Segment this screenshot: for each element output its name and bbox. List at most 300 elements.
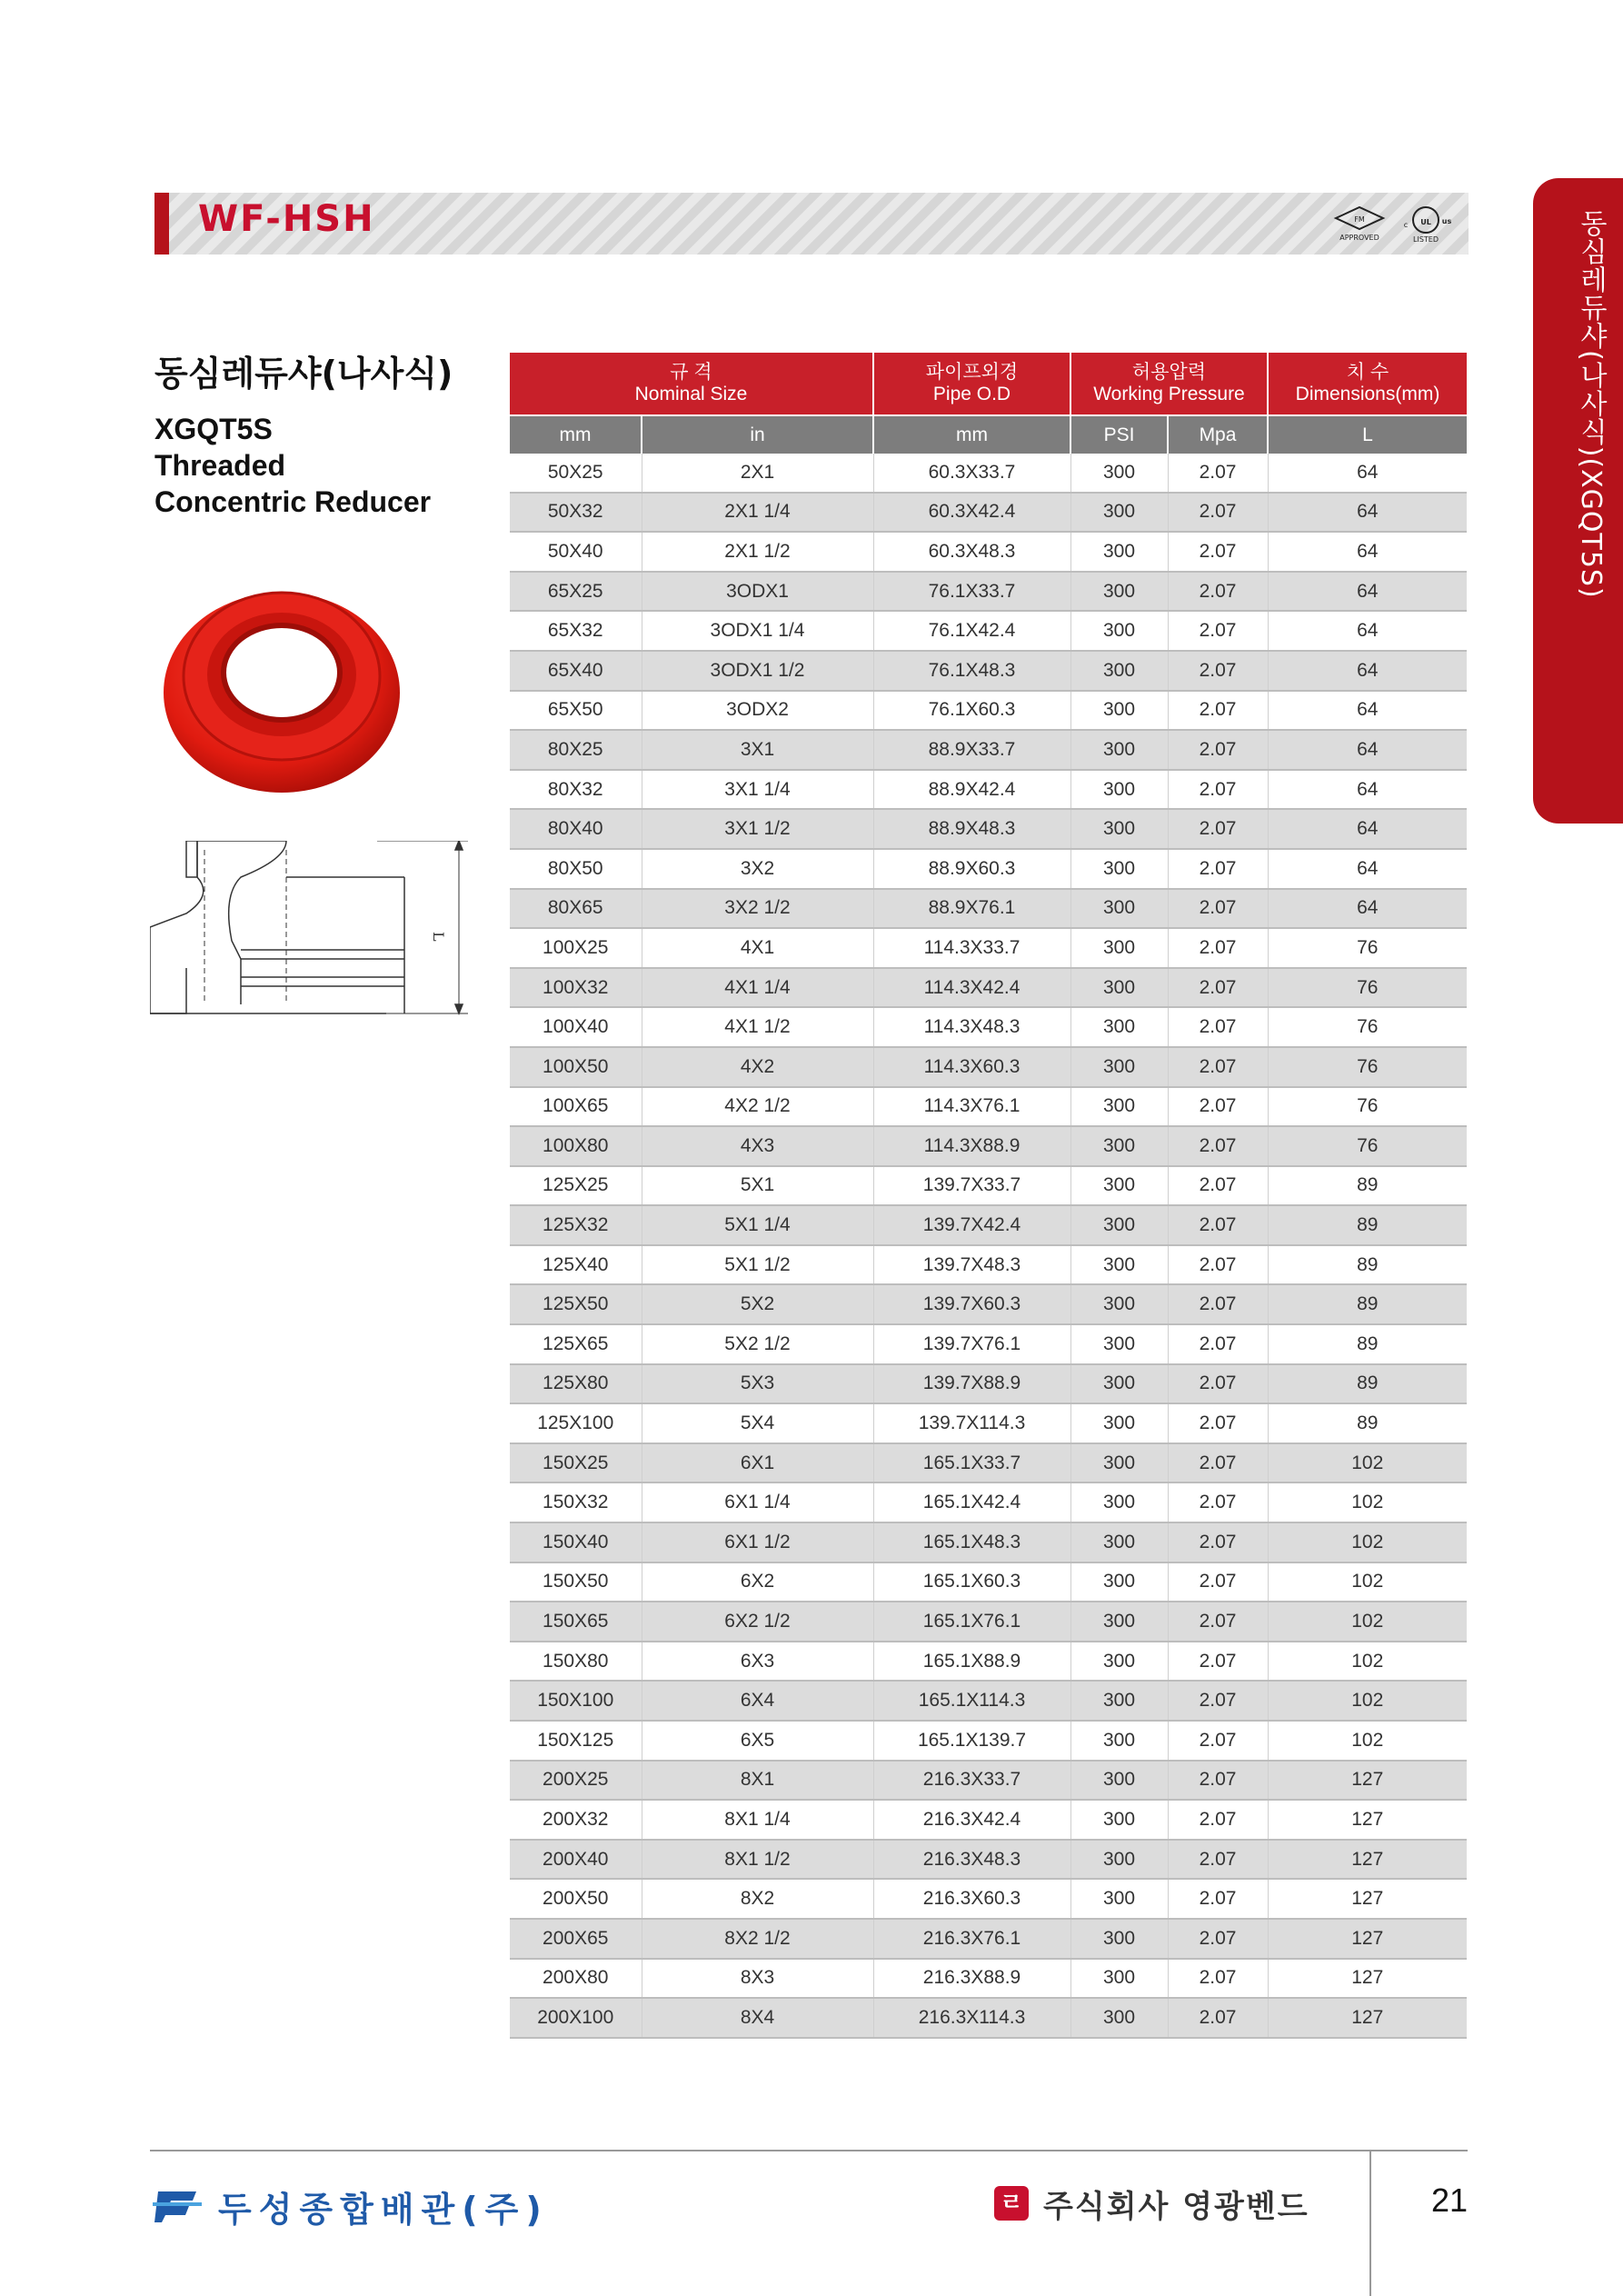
sub-header-od-mm: mm bbox=[873, 415, 1070, 454]
cell-length: 64 bbox=[1268, 809, 1467, 849]
cell-size-mm: 200X32 bbox=[510, 1800, 642, 1840]
table-row bbox=[510, 928, 1467, 968]
cell-pipe-od: 60.3X42.4 bbox=[873, 493, 1070, 533]
table-row bbox=[510, 1721, 1467, 1761]
cell-size-in: 6X1 1/2 bbox=[642, 1522, 873, 1562]
cell-pipe-od: 139.7X76.1 bbox=[873, 1324, 1070, 1364]
cell-psi: 300 bbox=[1070, 1205, 1168, 1245]
cell-size-in: 6X2 bbox=[642, 1562, 873, 1602]
cell-mpa: 2.07 bbox=[1168, 493, 1268, 533]
cell-length: 64 bbox=[1268, 889, 1467, 929]
ul-listed-icon bbox=[1396, 204, 1456, 244]
table-row bbox=[510, 1443, 1467, 1483]
cell-size-in: 3ODX1 1/4 bbox=[642, 611, 873, 651]
cell-mpa: 2.07 bbox=[1168, 1205, 1268, 1245]
footer-vertical-divider bbox=[1369, 2150, 1371, 2296]
cell-mpa: 2.07 bbox=[1168, 928, 1268, 968]
cell-pipe-od: 76.1X33.7 bbox=[873, 572, 1070, 612]
cell-psi: 300 bbox=[1070, 1166, 1168, 1206]
cell-psi: 300 bbox=[1070, 809, 1168, 849]
cell-mpa: 2.07 bbox=[1168, 1364, 1268, 1404]
cell-psi: 300 bbox=[1070, 611, 1168, 651]
group-header-row bbox=[510, 353, 1467, 415]
cell-size-in: 6X3 bbox=[642, 1642, 873, 1682]
cell-size-mm: 150X40 bbox=[510, 1522, 642, 1562]
cell-psi: 300 bbox=[1070, 770, 1168, 810]
cell-mpa: 2.07 bbox=[1168, 651, 1268, 691]
cell-pipe-od: 165.1X139.7 bbox=[873, 1721, 1070, 1761]
cell-mpa: 2.07 bbox=[1168, 1007, 1268, 1047]
cell-size-in: 6X2 1/2 bbox=[642, 1602, 873, 1642]
cell-length: 64 bbox=[1268, 572, 1467, 612]
cell-mpa: 2.07 bbox=[1168, 1919, 1268, 1959]
cell-length: 102 bbox=[1268, 1562, 1467, 1602]
cell-size-in: 3ODX1 bbox=[642, 572, 873, 612]
cell-pipe-od: 114.3X88.9 bbox=[873, 1126, 1070, 1166]
cell-size-in: 3ODX2 bbox=[642, 691, 873, 731]
cell-length: 76 bbox=[1268, 968, 1467, 1008]
cell-mpa: 2.07 bbox=[1168, 730, 1268, 770]
cell-length: 127 bbox=[1268, 1959, 1467, 1999]
cell-size-mm: 125X100 bbox=[510, 1403, 642, 1443]
cell-size-mm: 50X40 bbox=[510, 532, 642, 572]
cell-size-mm: 150X32 bbox=[510, 1482, 642, 1522]
cell-length: 89 bbox=[1268, 1364, 1467, 1404]
cell-pipe-od: 216.3X76.1 bbox=[873, 1919, 1070, 1959]
cell-pipe-od: 60.3X33.7 bbox=[873, 454, 1070, 493]
spec-table bbox=[510, 353, 1467, 2039]
cell-size-in: 5X2 bbox=[642, 1284, 873, 1324]
dimension-label: L bbox=[430, 932, 447, 942]
cell-size-mm: 80X25 bbox=[510, 730, 642, 770]
cell-size-in: 4X1 bbox=[642, 928, 873, 968]
svg-text:FM: FM bbox=[1354, 215, 1365, 224]
table-row bbox=[510, 1087, 1467, 1127]
cell-size-in: 8X4 bbox=[642, 1998, 873, 2038]
cell-pipe-od: 139.7X48.3 bbox=[873, 1245, 1070, 1285]
cell-size-mm: 150X125 bbox=[510, 1721, 642, 1761]
cell-size-mm: 50X25 bbox=[510, 454, 642, 493]
footer-left-company: 두성종합배관(주) bbox=[218, 2190, 549, 2230]
cell-psi: 300 bbox=[1070, 1959, 1168, 1999]
cell-mpa: 2.07 bbox=[1168, 1047, 1268, 1087]
cell-pipe-od: 114.3X33.7 bbox=[873, 928, 1070, 968]
cell-size-in: 3X2 1/2 bbox=[642, 889, 873, 929]
table-row bbox=[510, 1205, 1467, 1245]
table-row bbox=[510, 1761, 1467, 1801]
sub-header-length: L bbox=[1268, 415, 1467, 454]
cell-mpa: 2.07 bbox=[1168, 968, 1268, 1008]
table-row bbox=[510, 770, 1467, 810]
cell-length: 89 bbox=[1268, 1205, 1467, 1245]
cell-size-mm: 150X50 bbox=[510, 1562, 642, 1602]
sub-header-psi: PSI bbox=[1070, 415, 1168, 454]
cell-psi: 300 bbox=[1070, 1007, 1168, 1047]
cell-psi: 300 bbox=[1070, 1403, 1168, 1443]
cell-size-in: 6X4 bbox=[642, 1681, 873, 1721]
cell-pipe-od: 114.3X60.3 bbox=[873, 1047, 1070, 1087]
table-row bbox=[510, 1959, 1467, 1999]
cell-psi: 300 bbox=[1070, 493, 1168, 533]
cell-mpa: 2.07 bbox=[1168, 1998, 1268, 2038]
cell-length: 64 bbox=[1268, 454, 1467, 493]
svg-text:UL: UL bbox=[1420, 218, 1431, 226]
cell-size-mm: 150X80 bbox=[510, 1642, 642, 1682]
cell-mpa: 2.07 bbox=[1168, 1602, 1268, 1642]
table-row bbox=[510, 454, 1467, 493]
cell-psi: 300 bbox=[1070, 651, 1168, 691]
cell-length: 102 bbox=[1268, 1721, 1467, 1761]
cell-length: 102 bbox=[1268, 1482, 1467, 1522]
cell-size-in: 3X1 1/2 bbox=[642, 809, 873, 849]
cell-psi: 300 bbox=[1070, 1998, 1168, 2038]
table-row bbox=[510, 1562, 1467, 1602]
cell-length: 102 bbox=[1268, 1522, 1467, 1562]
cell-psi: 300 bbox=[1070, 1681, 1168, 1721]
cell-length: 76 bbox=[1268, 928, 1467, 968]
group-header-pipe-od: 파이프외경 Pipe O.D bbox=[873, 353, 1070, 415]
cell-size-mm: 125X80 bbox=[510, 1364, 642, 1404]
cell-pipe-od: 216.3X33.7 bbox=[873, 1761, 1070, 1801]
table-row bbox=[510, 532, 1467, 572]
cell-length: 76 bbox=[1268, 1047, 1467, 1087]
cell-pipe-od: 165.1X33.7 bbox=[873, 1443, 1070, 1483]
certification-marks bbox=[1332, 202, 1459, 247]
cell-psi: 300 bbox=[1070, 1562, 1168, 1602]
cell-size-mm: 200X80 bbox=[510, 1959, 642, 1999]
cell-mpa: 2.07 bbox=[1168, 611, 1268, 651]
cell-size-mm: 200X25 bbox=[510, 1761, 642, 1801]
cell-mpa: 2.07 bbox=[1168, 1522, 1268, 1562]
table-row bbox=[510, 691, 1467, 731]
cell-mpa: 2.07 bbox=[1168, 1562, 1268, 1602]
cell-pipe-od: 165.1X88.9 bbox=[873, 1642, 1070, 1682]
younggwang-logo-icon: ㄹ bbox=[994, 2186, 1029, 2221]
cell-length: 76 bbox=[1268, 1007, 1467, 1047]
cell-size-mm: 125X40 bbox=[510, 1245, 642, 1285]
cell-psi: 300 bbox=[1070, 1364, 1168, 1404]
cell-pipe-od: 216.3X114.3 bbox=[873, 1998, 1070, 2038]
product-model: XGQT5S bbox=[154, 413, 273, 445]
table-row bbox=[510, 1879, 1467, 1919]
cell-pipe-od: 165.1X48.3 bbox=[873, 1522, 1070, 1562]
cell-length: 127 bbox=[1268, 1761, 1467, 1801]
cell-size-mm: 100X25 bbox=[510, 928, 642, 968]
table-row bbox=[510, 493, 1467, 533]
cell-size-mm: 65X50 bbox=[510, 691, 642, 731]
cell-length: 102 bbox=[1268, 1642, 1467, 1682]
cell-mpa: 2.07 bbox=[1168, 1840, 1268, 1880]
cell-size-in: 4X3 bbox=[642, 1126, 873, 1166]
group-header-working-pressure: 허용압력 Working Pressure bbox=[1070, 353, 1268, 415]
cell-pipe-od: 139.7X60.3 bbox=[873, 1284, 1070, 1324]
cell-mpa: 2.07 bbox=[1168, 691, 1268, 731]
cell-pipe-od: 216.3X48.3 bbox=[873, 1840, 1070, 1880]
spec-table-body bbox=[510, 454, 1467, 2038]
cell-length: 127 bbox=[1268, 1998, 1467, 2038]
table-row bbox=[510, 1998, 1467, 2038]
cell-size-in: 8X1 1/2 bbox=[642, 1840, 873, 1880]
table-row bbox=[510, 1919, 1467, 1959]
cell-psi: 300 bbox=[1070, 1919, 1168, 1959]
cell-size-in: 6X1 1/4 bbox=[642, 1482, 873, 1522]
cell-mpa: 2.07 bbox=[1168, 1959, 1268, 1999]
cell-size-mm: 150X25 bbox=[510, 1443, 642, 1483]
header-accent-bar bbox=[154, 193, 169, 255]
cell-size-mm: 150X65 bbox=[510, 1602, 642, 1642]
cell-psi: 300 bbox=[1070, 532, 1168, 572]
cell-size-in: 6X1 bbox=[642, 1443, 873, 1483]
table-row bbox=[510, 611, 1467, 651]
cell-size-in: 2X1 1/2 bbox=[642, 532, 873, 572]
cell-size-mm: 100X50 bbox=[510, 1047, 642, 1087]
cell-pipe-od: 88.9X76.1 bbox=[873, 889, 1070, 929]
cell-length: 64 bbox=[1268, 691, 1467, 731]
cell-pipe-od: 216.3X60.3 bbox=[873, 1879, 1070, 1919]
cell-length: 127 bbox=[1268, 1800, 1467, 1840]
table-row bbox=[510, 1324, 1467, 1364]
cell-size-mm: 125X50 bbox=[510, 1284, 642, 1324]
cell-size-in: 5X1 1/4 bbox=[642, 1205, 873, 1245]
cell-mpa: 2.07 bbox=[1168, 1126, 1268, 1166]
table-row bbox=[510, 1364, 1467, 1404]
cell-length: 127 bbox=[1268, 1919, 1467, 1959]
cell-psi: 300 bbox=[1070, 1126, 1168, 1166]
cell-pipe-od: 139.7X42.4 bbox=[873, 1205, 1070, 1245]
cell-size-in: 5X4 bbox=[642, 1403, 873, 1443]
cell-size-mm: 65X25 bbox=[510, 572, 642, 612]
table-row bbox=[510, 1245, 1467, 1285]
cell-pipe-od: 88.9X48.3 bbox=[873, 809, 1070, 849]
cell-size-mm: 100X40 bbox=[510, 1007, 642, 1047]
table-row bbox=[510, 1642, 1467, 1682]
cell-mpa: 2.07 bbox=[1168, 1324, 1268, 1364]
cell-size-in: 8X2 1/2 bbox=[642, 1919, 873, 1959]
cell-psi: 300 bbox=[1070, 1642, 1168, 1682]
cell-mpa: 2.07 bbox=[1168, 1087, 1268, 1127]
cell-psi: 300 bbox=[1070, 928, 1168, 968]
product-type-line1: Threaded bbox=[154, 449, 286, 482]
cell-length: 64 bbox=[1268, 651, 1467, 691]
cell-size-mm: 125X65 bbox=[510, 1324, 642, 1364]
cell-size-in: 3X1 bbox=[642, 730, 873, 770]
table-row bbox=[510, 968, 1467, 1008]
sub-header-mpa: Mpa bbox=[1168, 415, 1268, 454]
cell-psi: 300 bbox=[1070, 1443, 1168, 1483]
svg-text:c: c bbox=[1403, 221, 1409, 229]
cell-mpa: 2.07 bbox=[1168, 1761, 1268, 1801]
cell-psi: 300 bbox=[1070, 1087, 1168, 1127]
cell-psi: 300 bbox=[1070, 730, 1168, 770]
product-photo bbox=[154, 556, 418, 802]
cell-psi: 300 bbox=[1070, 1602, 1168, 1642]
cell-pipe-od: 139.7X33.7 bbox=[873, 1166, 1070, 1206]
table-row bbox=[510, 809, 1467, 849]
cell-mpa: 2.07 bbox=[1168, 1721, 1268, 1761]
cell-psi: 300 bbox=[1070, 1047, 1168, 1087]
cell-psi: 300 bbox=[1070, 1840, 1168, 1880]
cell-size-mm: 50X32 bbox=[510, 493, 642, 533]
cell-size-mm: 150X100 bbox=[510, 1681, 642, 1721]
sub-header-in: in bbox=[642, 415, 873, 454]
table-row bbox=[510, 1681, 1467, 1721]
table-row bbox=[510, 849, 1467, 889]
cell-size-in: 8X3 bbox=[642, 1959, 873, 1999]
cell-size-mm: 200X65 bbox=[510, 1919, 642, 1959]
cell-size-mm: 80X65 bbox=[510, 889, 642, 929]
table-row bbox=[510, 1126, 1467, 1166]
cell-psi: 300 bbox=[1070, 1522, 1168, 1562]
side-chapter-label: 동심레듀샤(나사식)(XGQT5S) bbox=[1575, 209, 1607, 599]
cell-length: 89 bbox=[1268, 1245, 1467, 1285]
cell-psi: 300 bbox=[1070, 691, 1168, 731]
table-row bbox=[510, 1800, 1467, 1840]
cell-pipe-od: 114.3X76.1 bbox=[873, 1087, 1070, 1127]
cell-size-mm: 200X40 bbox=[510, 1840, 642, 1880]
cell-size-in: 8X1 bbox=[642, 1761, 873, 1801]
cell-mpa: 2.07 bbox=[1168, 532, 1268, 572]
cell-length: 76 bbox=[1268, 1126, 1467, 1166]
group-header-nominal-size: 규 격 Nominal Size bbox=[510, 353, 873, 415]
table-row bbox=[510, 1047, 1467, 1087]
cell-length: 89 bbox=[1268, 1403, 1467, 1443]
cell-pipe-od: 216.3X88.9 bbox=[873, 1959, 1070, 1999]
cell-size-mm: 100X32 bbox=[510, 968, 642, 1008]
cell-size-in: 5X1 1/2 bbox=[642, 1245, 873, 1285]
cell-mpa: 2.07 bbox=[1168, 1681, 1268, 1721]
cell-pipe-od: 76.1X60.3 bbox=[873, 691, 1070, 731]
cell-pipe-od: 139.7X114.3 bbox=[873, 1403, 1070, 1443]
page-number: 21 bbox=[1431, 2181, 1469, 2219]
cell-mpa: 2.07 bbox=[1168, 1245, 1268, 1285]
svg-text:APPROVED: APPROVED bbox=[1339, 234, 1379, 242]
cell-mpa: 2.07 bbox=[1168, 849, 1268, 889]
cell-psi: 300 bbox=[1070, 889, 1168, 929]
cell-mpa: 2.07 bbox=[1168, 1482, 1268, 1522]
cell-psi: 300 bbox=[1070, 572, 1168, 612]
cell-mpa: 2.07 bbox=[1168, 1284, 1268, 1324]
cell-size-in: 4X2 bbox=[642, 1047, 873, 1087]
cell-size-in: 8X2 bbox=[642, 1879, 873, 1919]
cell-mpa: 2.07 bbox=[1168, 1403, 1268, 1443]
cell-size-mm: 80X32 bbox=[510, 770, 642, 810]
cell-size-mm: 100X80 bbox=[510, 1126, 642, 1166]
cell-pipe-od: 76.1X42.4 bbox=[873, 611, 1070, 651]
cell-size-mm: 65X32 bbox=[510, 611, 642, 651]
svg-text:us: us bbox=[1441, 217, 1452, 225]
footer-right-company: 주식회사 영광벤드 bbox=[1043, 2189, 1309, 2225]
fm-approved-icon bbox=[1332, 204, 1387, 244]
cell-pipe-od: 88.9X42.4 bbox=[873, 770, 1070, 810]
cell-length: 102 bbox=[1268, 1443, 1467, 1483]
cell-length: 64 bbox=[1268, 611, 1467, 651]
cell-size-in: 4X1 1/2 bbox=[642, 1007, 873, 1047]
brand-logo: WF-HSH bbox=[198, 198, 375, 240]
product-title-korean: 동심레듀샤(나사식) bbox=[154, 354, 453, 394]
cell-pipe-od: 165.1X114.3 bbox=[873, 1681, 1070, 1721]
cell-length: 89 bbox=[1268, 1324, 1467, 1364]
cell-size-mm: 65X40 bbox=[510, 651, 642, 691]
cell-size-mm: 200X50 bbox=[510, 1879, 642, 1919]
cell-mpa: 2.07 bbox=[1168, 454, 1268, 493]
cell-length: 127 bbox=[1268, 1879, 1467, 1919]
cell-length: 64 bbox=[1268, 770, 1467, 810]
cell-psi: 300 bbox=[1070, 1245, 1168, 1285]
cell-length: 102 bbox=[1268, 1602, 1467, 1642]
table-row bbox=[510, 1482, 1467, 1522]
footer-divider bbox=[150, 2150, 1468, 2151]
cell-pipe-od: 165.1X76.1 bbox=[873, 1602, 1070, 1642]
cell-mpa: 2.07 bbox=[1168, 1166, 1268, 1206]
cell-length: 89 bbox=[1268, 1284, 1467, 1324]
cell-pipe-od: 165.1X42.4 bbox=[873, 1482, 1070, 1522]
cell-length: 64 bbox=[1268, 493, 1467, 533]
cell-length: 64 bbox=[1268, 849, 1467, 889]
cell-psi: 300 bbox=[1070, 1721, 1168, 1761]
cell-psi: 300 bbox=[1070, 1761, 1168, 1801]
cell-length: 89 bbox=[1268, 1166, 1467, 1206]
cell-psi: 300 bbox=[1070, 1879, 1168, 1919]
cell-pipe-od: 165.1X60.3 bbox=[873, 1562, 1070, 1602]
product-title-english bbox=[154, 411, 431, 520]
cell-pipe-od: 114.3X48.3 bbox=[873, 1007, 1070, 1047]
product-type-line2: Concentric Reducer bbox=[154, 485, 432, 518]
cell-pipe-od: 88.9X60.3 bbox=[873, 849, 1070, 889]
table-row bbox=[510, 572, 1467, 612]
dusung-logo-icon bbox=[153, 2186, 202, 2226]
cell-mpa: 2.07 bbox=[1168, 1443, 1268, 1483]
table-row bbox=[510, 1007, 1467, 1047]
cell-size-in: 3X1 1/4 bbox=[642, 770, 873, 810]
cell-size-in: 5X3 bbox=[642, 1364, 873, 1404]
cell-pipe-od: 60.3X48.3 bbox=[873, 532, 1070, 572]
cell-size-mm: 100X65 bbox=[510, 1087, 642, 1127]
cell-mpa: 2.07 bbox=[1168, 889, 1268, 929]
cell-size-in: 4X1 1/4 bbox=[642, 968, 873, 1008]
cell-size-in: 6X5 bbox=[642, 1721, 873, 1761]
table-row bbox=[510, 1602, 1467, 1642]
cell-size-mm: 200X100 bbox=[510, 1998, 642, 2038]
table-row bbox=[510, 1840, 1467, 1880]
cell-size-in: 2X1 bbox=[642, 454, 873, 493]
cell-psi: 300 bbox=[1070, 1482, 1168, 1522]
cell-psi: 300 bbox=[1070, 849, 1168, 889]
cell-mpa: 2.07 bbox=[1168, 1642, 1268, 1682]
cell-psi: 300 bbox=[1070, 454, 1168, 493]
cell-psi: 300 bbox=[1070, 968, 1168, 1008]
cell-length: 127 bbox=[1268, 1840, 1467, 1880]
cell-size-mm: 80X50 bbox=[510, 849, 642, 889]
cell-size-in: 5X2 1/2 bbox=[642, 1324, 873, 1364]
cell-mpa: 2.07 bbox=[1168, 809, 1268, 849]
cell-size-in: 3X2 bbox=[642, 849, 873, 889]
cell-length: 64 bbox=[1268, 730, 1467, 770]
cell-mpa: 2.07 bbox=[1168, 572, 1268, 612]
product-section-drawing bbox=[150, 841, 468, 1023]
cell-size-in: 5X1 bbox=[642, 1166, 873, 1206]
sub-header-row bbox=[510, 415, 1467, 454]
cell-length: 102 bbox=[1268, 1681, 1467, 1721]
table-row bbox=[510, 1522, 1467, 1562]
cell-psi: 300 bbox=[1070, 1800, 1168, 1840]
cell-size-in: 8X1 1/4 bbox=[642, 1800, 873, 1840]
table-row bbox=[510, 1284, 1467, 1324]
table-row bbox=[510, 1403, 1467, 1443]
cell-pipe-od: 76.1X48.3 bbox=[873, 651, 1070, 691]
sub-header-mm: mm bbox=[510, 415, 642, 454]
cell-mpa: 2.07 bbox=[1168, 770, 1268, 810]
cell-size-mm: 125X32 bbox=[510, 1205, 642, 1245]
